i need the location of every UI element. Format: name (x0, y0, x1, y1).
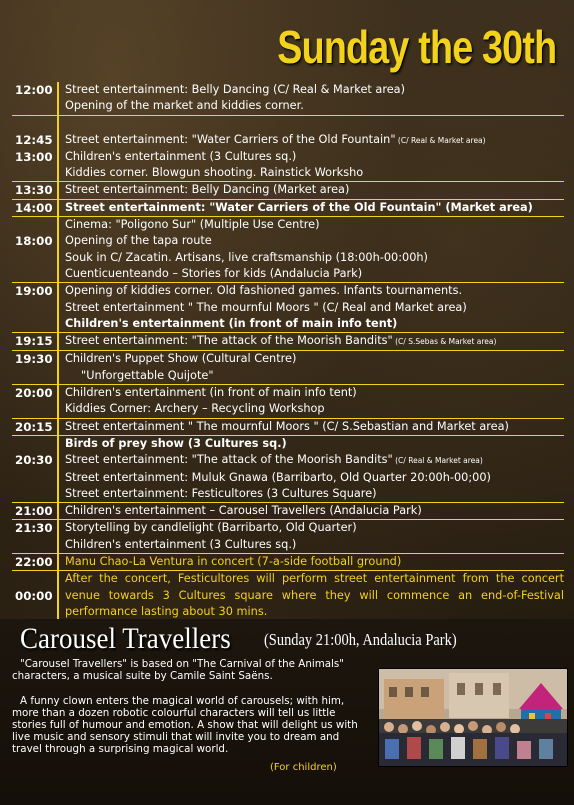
carousel-photo-illustration (379, 669, 567, 766)
schedule-row (12, 217, 564, 233)
schedule-row (12, 250, 564, 266)
schedule-row (12, 520, 564, 536)
carousel-title: Carousel Travellers (20, 622, 231, 655)
schedule-row (12, 200, 564, 217)
event (59, 333, 564, 350)
event-text: Children's entertainment (in front of main info tent) (65, 316, 398, 330)
schedule-gap (12, 116, 564, 132)
event: Street entertainment: Festicultores (3 Cultures Square) (65, 486, 377, 500)
time: 00:00 (12, 571, 59, 620)
event-text: Street entertainment: "The attack of the Moorish Bandits" (65, 334, 393, 348)
time: 22:00 (12, 554, 59, 570)
schedule-row (12, 385, 564, 401)
schedule-row (12, 351, 564, 367)
event: Children's entertainment (in front of main info tent) (65, 386, 357, 400)
schedule-row (12, 283, 564, 299)
schedule-row (12, 470, 564, 486)
event: Cuenticuenteando – Stories for kids (Andalucia Park) (65, 266, 363, 280)
time (12, 300, 59, 316)
schedule-row (12, 316, 564, 333)
event-text: Birds of prey show (3 Cultures sq.) (65, 436, 287, 450)
event: Street entertainment " The mournful Moors " (C/ Real and Market area) (65, 300, 467, 314)
event: Children's entertainment (3 Cultures sq.) (65, 149, 297, 163)
time (12, 250, 59, 266)
time (12, 116, 59, 132)
time (12, 436, 59, 452)
schedule-row (12, 401, 564, 418)
time: 19:15 (12, 333, 59, 350)
event: Opening of the tapa route (65, 234, 212, 248)
time: 21:00 (12, 503, 59, 519)
schedule-row (12, 333, 564, 351)
time: 20:00 (12, 385, 59, 401)
event: Cinema: "Poligono Sur" (Multiple Use Centre) (65, 218, 320, 232)
event: Opening of the market and kiddies corner. (65, 99, 304, 113)
schedule-row (12, 554, 564, 571)
time (12, 470, 59, 486)
event: Kiddies corner. Blowgun shooting. Rainstick Worksho (65, 166, 364, 180)
event (59, 452, 564, 469)
event-text: Street entertainment: "Water Carriers of the Old Fountain" (Market area) (65, 200, 533, 214)
time (12, 316, 59, 332)
schedule-row (12, 486, 564, 503)
schedule-row (12, 436, 564, 452)
time: 21:30 (12, 520, 59, 536)
time (12, 217, 59, 233)
event: "Unforgettable Quijote" (81, 368, 214, 382)
event: Street entertainment: Belly Dancing (Market area) (65, 183, 350, 197)
schedule-row (12, 132, 564, 149)
schedule-row (12, 537, 564, 554)
carousel-subtitle: (Sunday 21:00h, Andalucia Park) (264, 630, 457, 649)
event: Street entertainment: Muluk Gnawa (Barribarto, Old Quarter 20:00h-00;00) (65, 470, 491, 484)
event-location-note: (C/ Real & Market area) (392, 456, 483, 466)
carousel-description (12, 658, 372, 768)
event-text: Street entertainment: "Water Carriers of the Old Fountain" (65, 132, 396, 146)
event: Kiddies Corner: Archery – Recycling Workshop (65, 402, 325, 416)
time (12, 368, 59, 384)
event: Storytelling by candlelight (Barribarto, Old Quarter) (65, 521, 357, 535)
event: Children's entertainment (3 Cultures sq.) (65, 537, 297, 551)
schedule-row (12, 571, 564, 621)
event: After the concert, Festicultores will perform street entertainment from the concert venue towards 3 Cultures square where they will commence an end-of-Festival performance lasting about 30 mins. (65, 572, 564, 618)
event: Manu Chao-La Ventura in concert (7-a-side football ground) (65, 555, 402, 569)
time: 20:15 (12, 419, 59, 435)
schedule-row (12, 82, 564, 98)
time (12, 401, 59, 417)
event-text: Street entertainment: "The attack of the Moorish Bandits" (65, 453, 393, 467)
page-title: Sunday the 30th (276, 21, 556, 73)
time (12, 165, 59, 181)
schedule-row (12, 300, 564, 316)
event (59, 132, 564, 149)
time (12, 537, 59, 553)
time: 14:00 (12, 200, 59, 216)
carousel-paragraph: A funny clown enters the magical world of carousels; with him, more than a dozen robotic colourful characters will tell us little stories full of humour and emotion. A show that will delight us with live music and sensory stimuli that will invite you to dream and travel through a surprising magical world. (12, 695, 358, 755)
schedule-row (12, 419, 564, 436)
time: 20:30 (12, 452, 59, 469)
schedule (12, 82, 564, 621)
time (12, 266, 59, 282)
schedule-row (12, 452, 564, 469)
time (12, 486, 59, 502)
schedule-row (12, 233, 564, 249)
event: Souk in C/ Zacatin. Artisans, live craftsmanship (18:00h-00:00h) (65, 250, 428, 264)
for-children-note: (For children) (270, 762, 337, 773)
schedule-row (12, 165, 564, 182)
schedule-row (12, 368, 564, 385)
time: 13:30 (12, 182, 59, 198)
time: 18:00 (12, 233, 59, 249)
time: 12:45 (12, 132, 59, 149)
time: 13:00 (12, 149, 59, 165)
time: 19:00 (12, 283, 59, 299)
schedule-row (12, 149, 564, 165)
event (59, 116, 564, 132)
event: Opening of kiddies corner. Old fashioned games. Infants tournaments. (65, 284, 463, 298)
event: Street entertainment " The mournful Moors " (C/ S.Sebastian and Market area) (65, 419, 509, 433)
schedule-row (12, 503, 564, 520)
event: Children's entertainment – Carousel Travellers (Andalucia Park) (65, 504, 422, 518)
schedule-row (12, 266, 564, 283)
event (59, 436, 564, 452)
carousel-photo (378, 668, 568, 767)
event: Children's Puppet Show (Cultural Centre) (65, 352, 297, 366)
event-location-note: (C/ Real & Market area) (395, 135, 486, 145)
schedule-row (12, 98, 564, 115)
time: 12:00 (12, 82, 59, 98)
time: 19:30 (12, 351, 59, 367)
time (12, 98, 59, 114)
carousel-paragraph: "Carousel Travellers" is based on "The Carnival of the Animals" characters, a musical suite by Camile Saint Saëns. (12, 658, 345, 682)
event-location-note: (C/ S.Sebas & Market area) (392, 337, 497, 347)
event (59, 200, 564, 216)
event (59, 316, 564, 332)
schedule-row (12, 182, 564, 199)
event: Street entertainment: Belly Dancing (C/ Real & Market area) (65, 83, 406, 96)
